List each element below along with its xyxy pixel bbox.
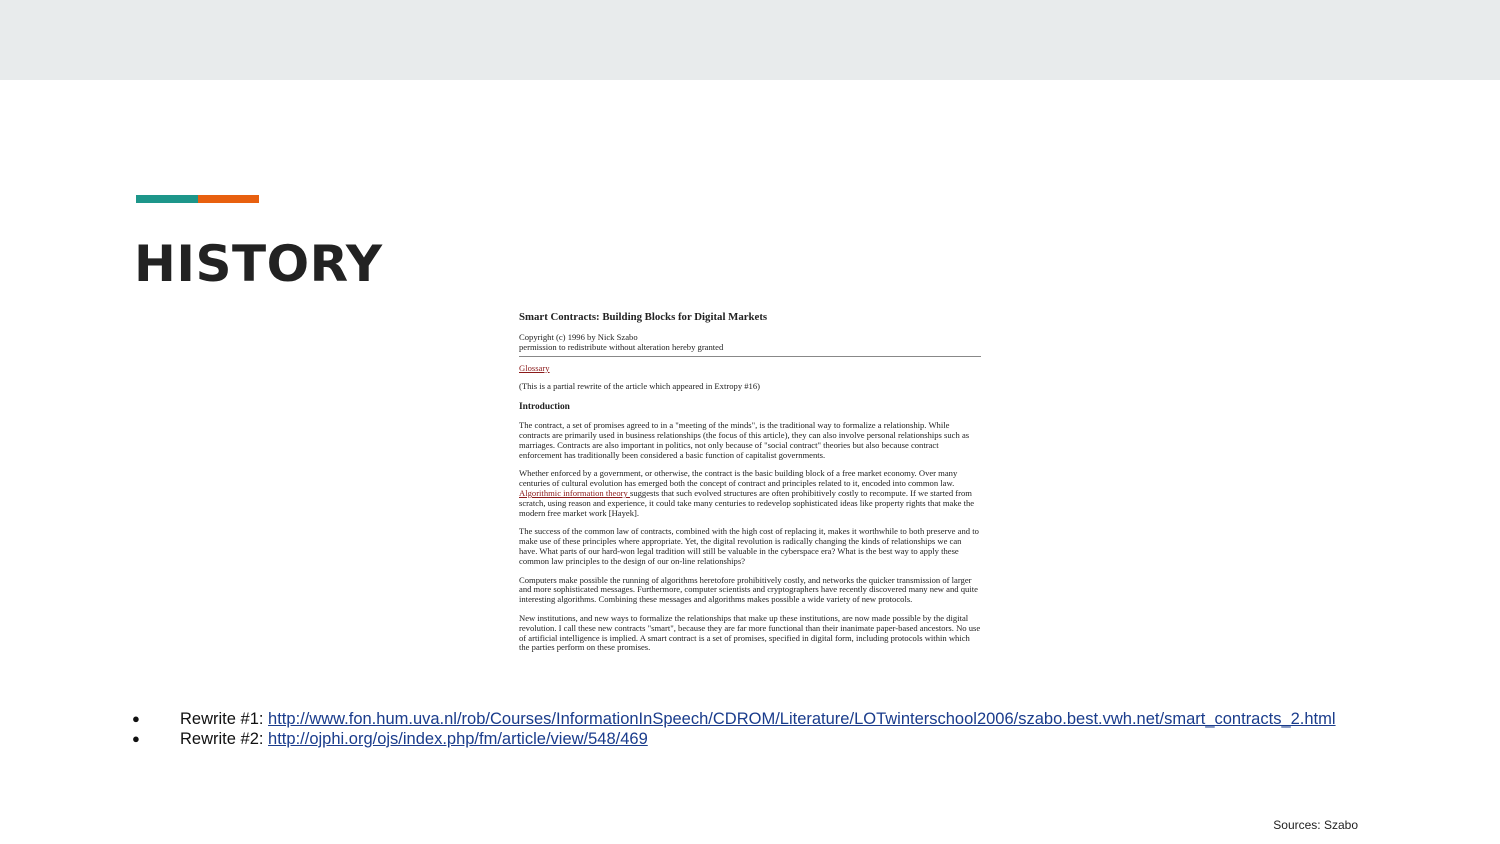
top-band — [0, 0, 1500, 80]
article-copyright: Copyright (c) 1996 by Nick Szabo — [519, 332, 638, 342]
article-title: Smart Contracts: Building Blocks for Digital Markets — [519, 311, 768, 323]
accent-bar-teal — [136, 195, 198, 203]
article-paragraph-3: The success of the common law of contracts, combined with the high cost of replacing it, makes it worthwhile to both preserve and to make use of these principles where appropriate. Yet, the digital revolution is radically changing the kinds of relationships we can have. What parts of our hard-won legal tradition will still be valuable in the cyberspace era? What is the best way to apply these common law principles to the design of our on-line relationships? — [519, 526, 979, 566]
accent-bar-orange — [198, 195, 259, 203]
rewrite-2-link[interactable]: http://ojphi.org/ojs/index.php/fm/article/view/548/469 — [268, 730, 648, 748]
article-paragraph-1: The contract, a set of promises agreed to in a "meeting of the minds", is the traditional way to formalize a relationship. While contracts are primarily used in business relationships (the focus of this article), they can also involve personal relationships such as marriages. Contracts are also important in politics, not only because of "social contract" theories but also because contract enforcement has traditionally been considered a basic function of capitalist governments. — [519, 420, 970, 460]
rewrite-1-link[interactable]: http://www.fon.hum.uva.nl/rob/Courses/InformationInSpeech/CDROM/Literature/LOTwinterschool2006/szabo.best.vwh.net/smart_contracts_2.html — [268, 710, 1336, 728]
algorithmic-information-theory-link[interactable]: Algorithmic information theory — [519, 487, 630, 498]
article-paragraph-2-start: Whether enforced by a government, or otherwise, the contract is the basic building block of a free market economy. Over many centuries of cultural evolution has emerged both the concept of contract and principles related to it, encoded into common law. — [519, 468, 958, 489]
bullet-label: Rewrite #1: — [180, 710, 269, 728]
bullet-icon: ● — [132, 711, 140, 726]
article-divider — [519, 356, 981, 357]
article-paragraph-4: Computers make possible the running of algorithms heretofore prohibitively costly, and networks the quicker transmission of larger and more sophisticated messages. Furthermore, computer scientists and cryptographers have recently discovered many new and quite interesting algorithms. Combining these messages and algorithms makes possible a wide variety of new protocols. — [519, 574, 978, 605]
glossary-link[interactable]: Glossary — [519, 362, 550, 373]
bullet-label: Rewrite #2: — [180, 730, 269, 748]
article-heading-introduction: Introduction — [519, 402, 570, 413]
slide-title: HISTORY — [134, 235, 383, 293]
article-screenshot — [519, 310, 981, 662]
sources-footnote: Sources: Szabo — [1273, 818, 1358, 832]
list-item — [132, 729, 1492, 749]
article-permission: permission to redistribute without alteration hereby granted — [519, 341, 724, 352]
article-paragraph-2 — [519, 469, 981, 518]
article-paragraph-5: New institutions, and new ways to formalize the relationships that make up these institutions, are now made possible by the digital revolution. I call these new contracts "smart", because they are far more functional than their inanimate paper-based ancestors. No use of artificial intelligence is implied. A smart contract is a set of promises, specified in digital form, including protocols within which the parties perform on these promises. — [519, 612, 981, 653]
list-item — [132, 709, 1492, 729]
bullet-icon: ● — [132, 731, 140, 746]
article-paragraph-2-end: suggests that such evolved structures are often prohibitively costly to recompute. If we started from scratch, using reason and experience, it could take many centuries to redevelop sophisticated ideas like property rights that make the modern free market work [Hayek]. — [519, 487, 975, 518]
article-note: (This is a partial rewrite of the article which appeared in Extropy #16) — [519, 381, 761, 392]
rewrite-links-list — [132, 709, 1492, 749]
